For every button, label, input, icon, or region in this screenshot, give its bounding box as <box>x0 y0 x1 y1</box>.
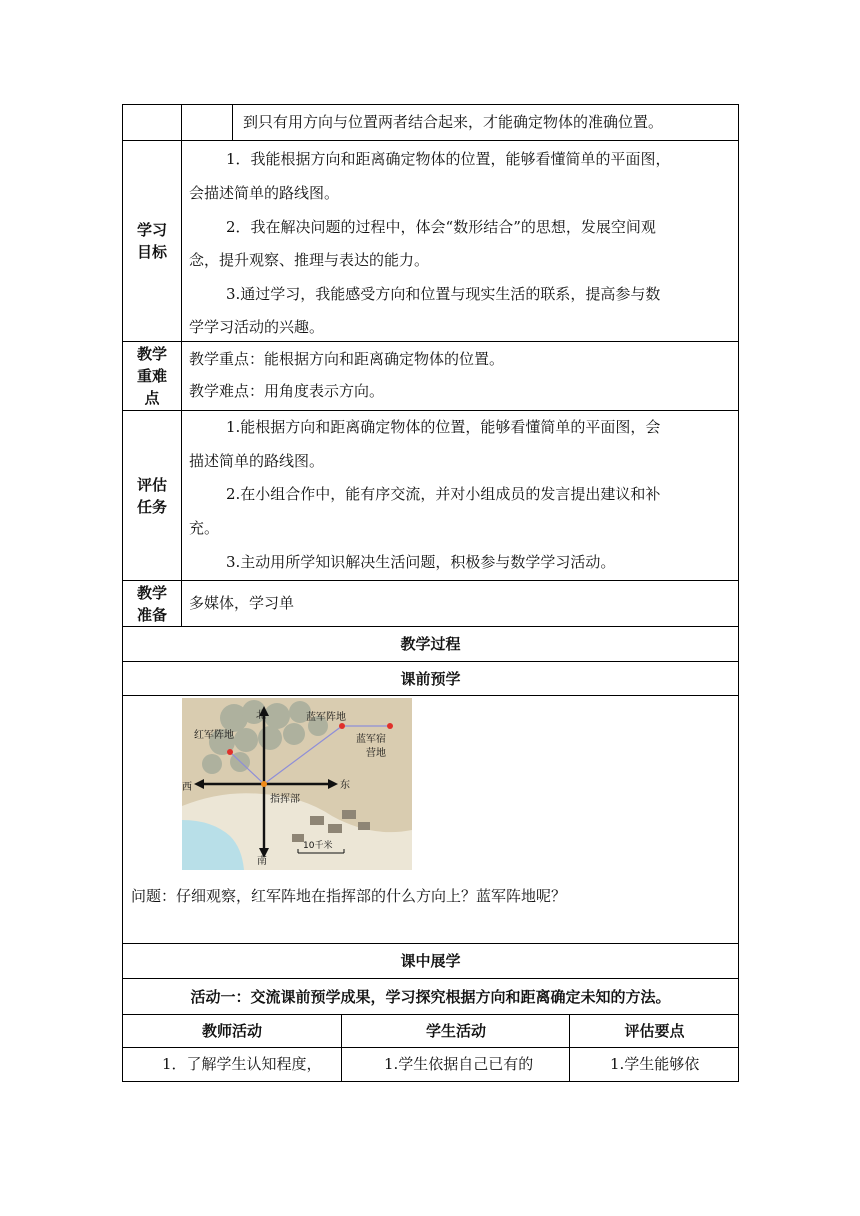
column-header-teacher: 教师活动 <box>201 1022 262 1040</box>
goal-2-line-1: 2．我在解决问题的过程中，体会“数形结合”的思想，发展空间观 <box>226 218 656 236</box>
scale-label: 10千米 <box>303 841 333 851</box>
hq-label: 指挥部 <box>270 794 300 805</box>
blue-base-marker <box>339 723 345 729</box>
continuation-label-cell <box>122 104 182 141</box>
key-difficulty-text: 教学难点：用角度表示方向。 <box>189 382 385 400</box>
column-header-student: 学生活动 <box>425 1022 486 1040</box>
assessment-2-line-2: 充。 <box>189 519 220 537</box>
assessment-label: 评估任务 <box>136 475 167 516</box>
goal-1-line-1: 1．我能根据方向和距离确定物体的位置，能够看懂简单的平面图， <box>226 150 671 168</box>
in-class-title: 课中展学 <box>400 952 461 970</box>
blue-camp-label-2: 营地 <box>366 748 386 759</box>
blue-base-label: 蓝军阵地 <box>306 712 346 723</box>
north-label: 北 <box>256 710 266 721</box>
teacher-activity-cell: 1．了解学生认知程度， <box>162 1055 322 1073</box>
continuation-blank-cell <box>181 104 233 141</box>
red-base-label: 红军阵地 <box>194 730 234 741</box>
assessment-1-line-2: 描述简单的路线图。 <box>189 452 325 470</box>
column-header-assessment: 评估要点 <box>624 1022 685 1040</box>
assessment-2-line-1: 2.在小组合作中，能有序交流，并对小组成员的发言提出建议和补 <box>226 485 661 503</box>
south-label: 南 <box>257 856 267 867</box>
learning-goals-label: 学习目标 <box>136 221 167 261</box>
activity-one-title: 活动一：交流课前预学成果，学习探究根据方向和距离确定未知的方法。 <box>190 987 671 1006</box>
goal-2-line-2: 念，提升观察、推理与表达的能力。 <box>189 251 430 269</box>
process-title: 教学过程 <box>400 635 461 653</box>
goal-1-line-2: 会描述简单的路线图。 <box>189 184 340 202</box>
blue-camp-marker <box>387 723 393 729</box>
east-label: 东 <box>340 780 350 791</box>
preview-question: 问题：仔细观察，红军阵地在指挥部的什么方向上？蓝军阵地呢？ <box>131 887 567 905</box>
west-label: 西 <box>182 782 192 793</box>
direction-map-image <box>182 698 412 870</box>
assessment-3-line-1: 3.主动用所学知识解决生活问题，积极参与数学学习活动。 <box>226 553 616 571</box>
assessment-1-line-1: 1.能根据方向和距离确定物体的位置，能够看懂简单的平面图，会 <box>226 418 661 436</box>
student-activity-cell: 1.学生依据自己已有的 <box>384 1055 534 1073</box>
continuation-text: 到只有用方向与位置两者结合起来，才能确定物体的准确位置。 <box>243 113 664 131</box>
blue-camp-label-1: 蓝军宿 <box>356 734 386 745</box>
hq-marker <box>261 781 267 787</box>
goal-3-line-2: 学学习活动的兴趣。 <box>189 318 325 336</box>
red-base-marker <box>227 749 233 755</box>
preparation-label: 教学准备 <box>136 583 167 624</box>
key-points-label: 教学重难点 <box>136 345 167 407</box>
preview-title: 课前预学 <box>400 669 461 688</box>
key-focus-text: 教学重点：能根据方向和距离确定物体的位置。 <box>189 350 505 368</box>
assessment-point-cell: 1.学生能够依 <box>610 1055 700 1073</box>
goal-3-line-1: 3.通过学习，我能感受方向和位置与现实生活的联系，提高参与数 <box>226 285 661 303</box>
preparation-text: 多媒体，学习单 <box>189 594 295 612</box>
